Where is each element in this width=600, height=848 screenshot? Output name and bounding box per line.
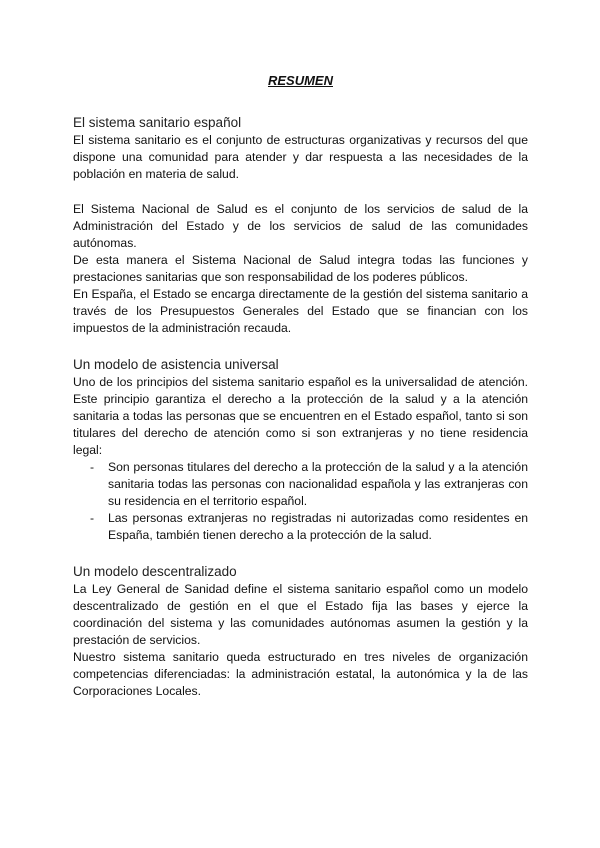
section-heading-asistencia-universal: Un modelo de asistencia universal <box>73 357 279 372</box>
bullet-list <box>73 459 528 544</box>
spacer <box>73 337 528 356</box>
spacer <box>73 544 528 563</box>
paragraph: Nuestro sistema sanitario queda estructurado en tres niveles de organización competencias diferenciadas: la administración estatal, la autonómica y la de las Corporaciones Locales. <box>73 650 528 698</box>
paragraph: El sistema sanitario es el conjunto de estructuras organizativas y recursos del que dispone una comunidad para atender y dar respuesta a las necesidades de la población en materia de salud. <box>73 133 528 181</box>
section-heading-modelo-descentralizado: Un modelo descentralizado <box>73 564 237 579</box>
document-page <box>73 72 528 700</box>
paragraph: La Ley General de Sanidad define el sistema sanitario español como un modelo descentralizado de gestión en el que el Estado fija las bases y ejerce la coordinación del sistema y las comunidades autónomas asumen la gestión y la prestación de servicios. <box>73 582 528 647</box>
paragraph: Uno de los principios del sistema sanitario español es la universalidad de atención. Este principio garantiza el derecho a la protección de la salud y a la atención sanitaria a todas las personas que se encuentren en el Estado español, tanto si son titulares del derecho de atención como si son extranjeras y no tiene residencia legal: <box>73 375 528 457</box>
list-item <box>90 510 528 544</box>
bullet-dash: - <box>90 460 95 474</box>
section-heading-sistema-sanitario: El sistema sanitario español <box>73 115 242 130</box>
list-item <box>90 459 528 510</box>
list-item-text: Las personas extranjeras no registradas ni autorizadas como residentes en España, también tienen derecho a la protección de la salud. <box>108 511 528 542</box>
paragraph: El Sistema Nacional de Salud es el conjunto de los servicios de salud de la Administración del Estado y de los servicios de salud de las comunidades autónomas. <box>73 202 528 250</box>
paragraph: De esta manera el Sistema Nacional de Salud integra todas las funciones y prestaciones sanitarias que son responsabilidad de los poderes públicos. <box>73 253 528 284</box>
document-title: RESUMEN <box>267 73 333 88</box>
list-item-text: Son personas titulares del derecho a la protección de la salud y a la atención sanitaria todas las personas con nacionalidad española y las extranjeras con su residencia en el territorio español. <box>108 460 528 508</box>
spacer <box>73 183 528 201</box>
bullet-dash: - <box>90 511 95 525</box>
paragraph: En España, el Estado se encarga directamente de la gestión del sistema sanitario a través de los Presupuestos Generales del Estado que se financian con los impuestos de la administración recauda. <box>73 287 528 335</box>
